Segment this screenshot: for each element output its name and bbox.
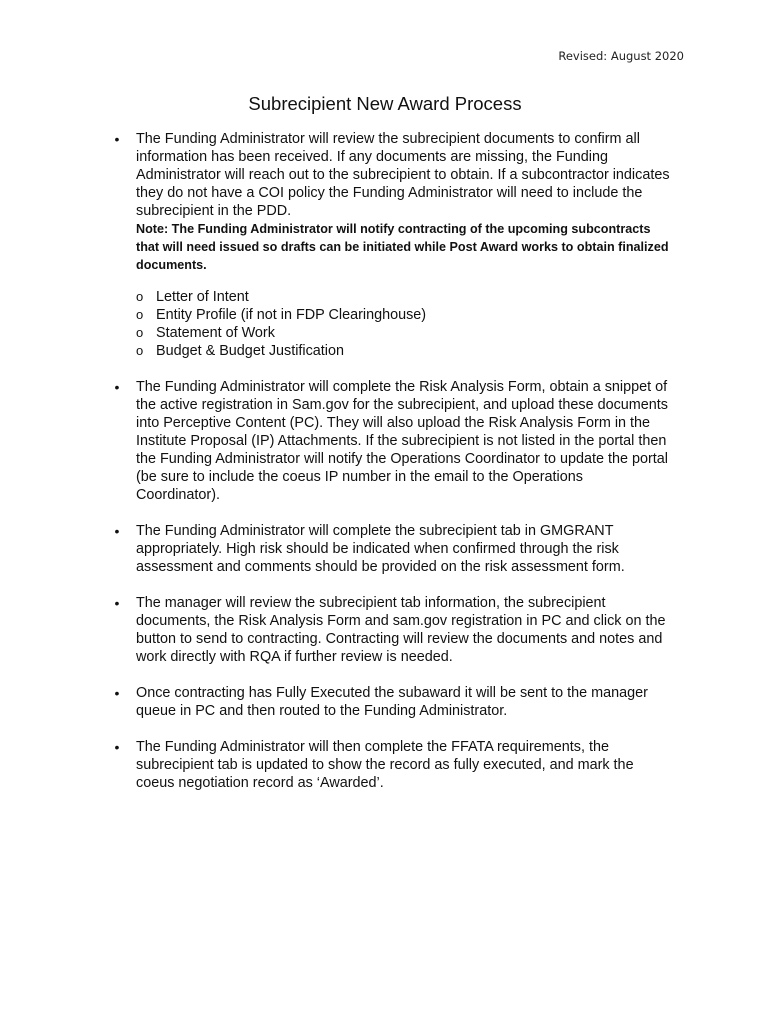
sub-bullet-icon: o — [136, 307, 144, 322]
sub-list-item — [136, 342, 670, 360]
step-text: The Funding Administrator will then complete the FFATA requirements, the subrecipient tab is updated to show the record as fully executed, and mark the coeus negotiation record as ‘Awarded’. — [136, 739, 634, 791]
document-title: Subrecipient New Award Process — [248, 93, 522, 114]
step-text: Once contracting has Fully Executed the subaward it will be sent to the manager queue in PC and then routed to the Funding Administrator. — [136, 685, 648, 719]
bullet-icon: • — [114, 523, 120, 539]
sub-item-text: Entity Profile (if not in FDP Clearinghouse) — [156, 307, 427, 323]
list-item — [110, 738, 670, 792]
sub-bullet-icon: o — [136, 289, 144, 304]
bullet-icon: • — [114, 685, 120, 701]
sub-item-text: Letter of Intent — [156, 289, 249, 305]
sub-item-text: Budget & Budget Justification — [156, 343, 344, 359]
bullet-icon: • — [114, 131, 120, 147]
step-text: The Funding Administrator will review the subrecipient documents to confirm all information has been received. If any documents are missing, the Funding Administrator will reach out to the subrecipient to obtain. If a subcontractor indicates they do not have a COI policy the Funding Administrator will need to include the subrecipient in the PDD. — [136, 131, 670, 219]
list-item — [110, 594, 670, 666]
step-text: The Funding Administrator will complete the subrecipient tab in GMGRANT appropriately. High risk should be indicated when confirmed through the risk assessment and comments should be provided on the risk assessment form. — [136, 523, 625, 575]
step-note: Note: The Funding Administrator will notify contracting of the upcoming subcontracts that will need issued so drafts can be initiated while Post Award works to obtain finalized documents. — [136, 222, 669, 272]
bullet-icon: • — [114, 379, 120, 395]
required-documents-list — [136, 288, 670, 360]
process-steps-list — [110, 130, 670, 810]
sub-list-item — [136, 306, 670, 324]
sub-list-item — [136, 324, 670, 342]
list-item — [110, 130, 670, 360]
bullet-icon: • — [114, 595, 120, 611]
revision-date: Revised: August 2020 — [558, 49, 684, 63]
sub-bullet-icon: o — [136, 343, 144, 358]
sub-bullet-icon: o — [136, 325, 144, 340]
sub-item-text: Statement of Work — [156, 325, 275, 341]
bullet-icon: • — [114, 739, 120, 755]
list-item — [110, 684, 670, 720]
step-text: The Funding Administrator will complete the Risk Analysis Form, obtain a snippet of the active registration in Sam.gov for the subrecipient, and upload these documents into Perceptive Content (PC). They will also upload the Risk Analysis Form in the Institute Proposal (IP) Attachments. If the subrecipient is not listed in the portal then the Funding Administrator will notify the Operations Coordinator to update the portal (be sure to include the coeus IP number in the email to the Operations Coordinator). — [136, 379, 668, 503]
list-item — [110, 522, 670, 576]
sub-list-item — [136, 288, 670, 306]
step-text: The manager will review the subrecipient tab information, the subrecipient documents, the Risk Analysis Form and sam.gov registration in PC and click on the button to send to contracting. Contracting will review the documents and notes and work directly with RQA if further review is needed. — [136, 595, 666, 665]
list-item — [110, 378, 670, 504]
